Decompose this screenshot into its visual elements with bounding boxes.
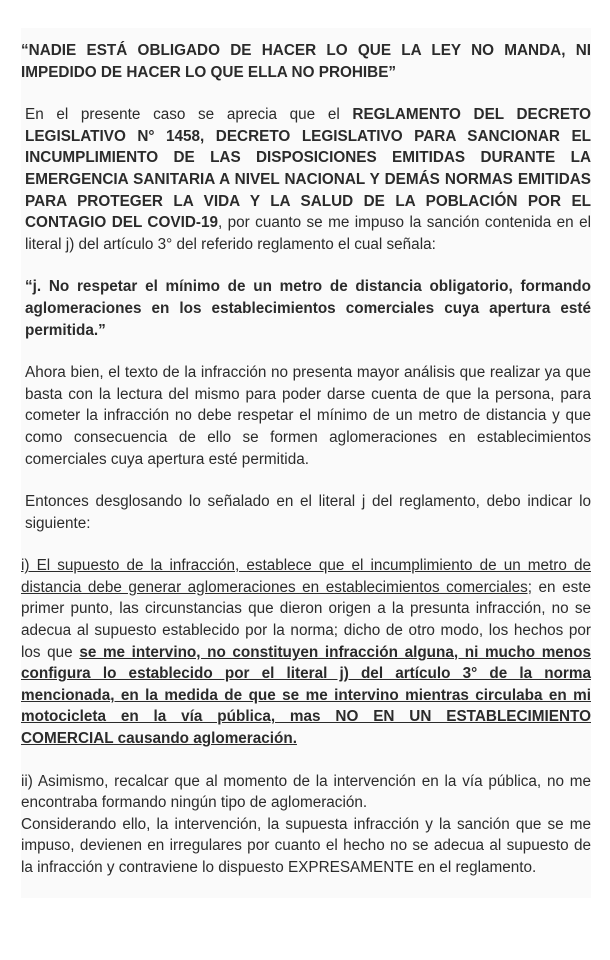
point-one-middle: en este primer punto, las circunstancias que dieron origen a la presunta infracción, no se adecua al supuesto establecido por la norma; dicho de otro modo, los hechos por los que bbox=[21, 578, 591, 661]
considering-paragraph: Considerando ello, la intervención, la supuesta infracción y la sanción que se me impuso, devienen en irregulares por cuanto el hecho no se adecua al supuesto de la infracción y contraviene lo dispuesto EXPRESAMENTE en el reglamento. bbox=[21, 815, 591, 876]
intro-paragraph bbox=[21, 104, 591, 255]
breakdown-paragraph: Entonces desglosando lo señalado en el literal j del reglamento, debo indicar lo siguiente: bbox=[25, 493, 591, 532]
point-one-emphasis: se me intervino, no constituyen infracción alguna, ni mucho menos configura lo establecido por el literal j) del artículo 3° de la norma mencionada, en la medida de que se me intervino mientras circulaba en mi motocicleta en la vía pública, mas NO EN UN ESTABLECIMIENTO COMERCIAL causando aglomeración. bbox=[21, 643, 592, 748]
document-heading: “NADIE ESTÁ OBLIGADO DE HACER LO QUE LA LEY NO MANDA, NI IMPEDIDO DE HACER LO QUE ELLA NO PROHIBE” bbox=[21, 42, 591, 81]
regulation-title: REGLAMENTO DEL DECRETO LEGISLATIVO N° 1458, DECRETO LEGISLATIVO PARA SANCIONAR EL INCUMPLIMIENTO DE LAS DISPOSICIONES EMITIDAS DURANTE LA EMERGENCIA SANITARIA A NIVEL NACIONAL Y DEMÁS NORMAS EMITIDAS PARA PROTEGER LA VIDA Y LA SALUD DE LA POBLACIÓN POR EL CONTAGIO DEL COVID-19 bbox=[25, 106, 592, 232]
intro-tail: , por cuanto se me impuso la sanción contenida en el literal j) del artículo 3° del referido reglamento el cual señala: bbox=[25, 214, 591, 253]
analysis-paragraph: Ahora bien, el texto de la infracción no presenta mayor análisis que realizar ya que basta con la lectura del mismo para poder darse cuenta de que la persona, para cometer la infracción no debe respetar el mínimo de un metro de distancia y que como consecuencia de ello se formen aglomeraciones en establecimientos comerciales cuya apertura esté permitida. bbox=[25, 364, 591, 468]
document-page bbox=[21, 28, 591, 898]
quoted-literal-j: “j. No respetar el mínimo de un metro de distancia obligatorio, formando aglomeraciones en los establecimientos comerciales cuya apertura esté permitida.” bbox=[25, 278, 591, 339]
point-one-marker: i) bbox=[21, 557, 30, 575]
point-one-paragraph bbox=[21, 555, 591, 749]
intro-lead: En el presente caso se aprecia que el bbox=[25, 106, 340, 124]
point-two-paragraph: ii) Asimismo, recalcar que al momento de la intervención en la vía pública, no me encontraba formando ningún tipo de aglomeración. bbox=[21, 772, 591, 812]
point-one-underlined: El supuesto de la infracción, establece que el incumplimiento de un metro de distancia debe generar aglomeraciones en establecimientos comerciales; bbox=[21, 557, 591, 596]
